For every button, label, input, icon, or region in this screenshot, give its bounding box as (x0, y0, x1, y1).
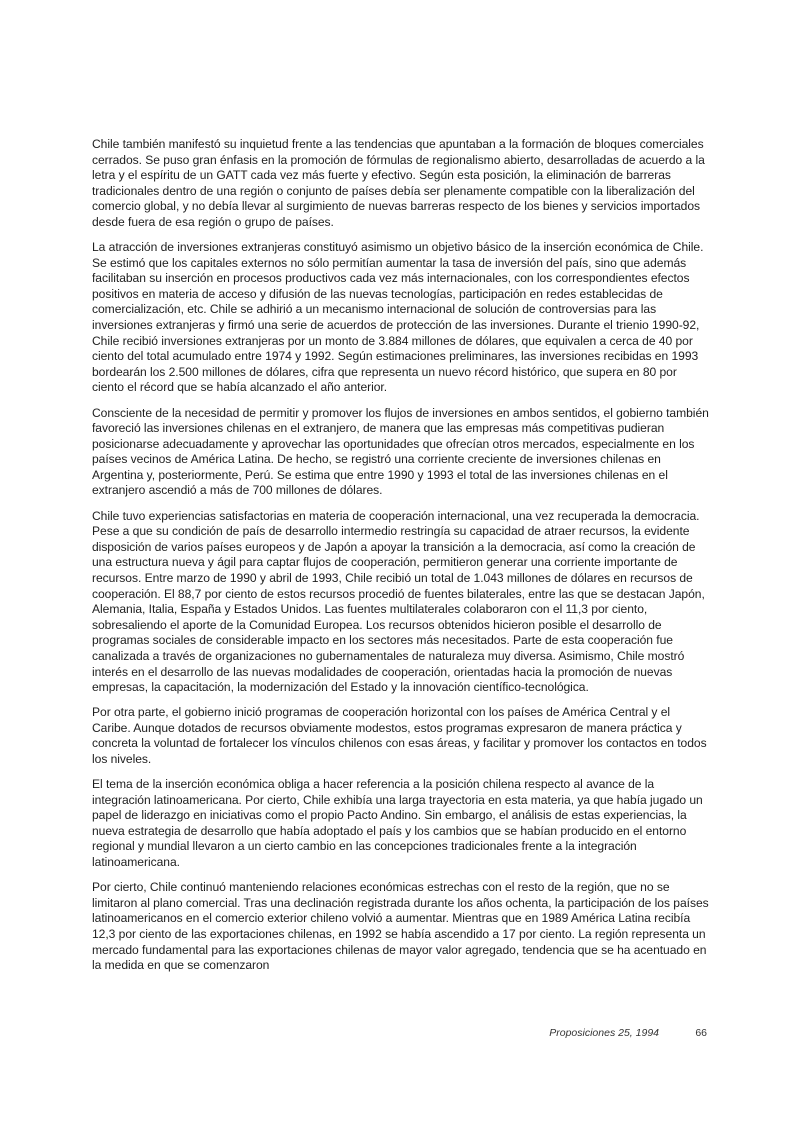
page-footer (0, 1027, 800, 1043)
paragraph-3: Consciente de la necesidad de permitir y promover los flujos de inversiones en ambos sentidos, el gobierno también favoreció las inversiones chilenas en el extranjero, de manera que las empresas más competitivas pudieran posicionarse adecuadamente y aprovechar las oportunidades que ofrecían otros mercados, especialmente en los países vecinos de América Latina. De hecho, se registró una corriente creciente de inversiones chilenas en Argentina y, posteriormente, Perú. Se estima que entre 1990 y 1993 el total de las inversiones chilenas en el extranjero ascendió a más de 700 millones de dólares. (92, 405, 709, 498)
paragraph-6: El tema de la inserción económica obliga a hacer referencia a la posición chilena respecto al avance de la integración latinoamericana. Por cierto, Chile exhibía una larga trayectoria en esta materia, ya que había jugado un papel de liderazgo en iniciativas como el propio Pacto Andino. Sin embargo, el análisis de estas experiencias, la nueva estrategia de desarrollo que había adoptado el país y los cambios que se habían producido en el entorno regional y mundial llevaron a un cierto cambio en las concepciones tradicionales frente a la integración latinoamericana. (92, 777, 703, 870)
paragraph-7: Por cierto, Chile continuó manteniendo relaciones económicas estrechas con el resto de la región, que no se limitaron al plano comercial. Tras una declinación registrada durante los años ochenta, la participación de los países latinoamericanos en el comercio exterior chileno volvió a aumentar. Mientras que en 1989 América Latina recibía 12,3 por ciento de las exportaciones chilenas, en 1992 se había ascendido a 17 por ciento. La región representa un mercado fundamental para las exportaciones chilenas de mayor valor agregado, tendencia que se ha acentuado en la medida en que se comenzaron (92, 880, 709, 973)
paragraph-4: Chile tuvo experiencias satisfactorias en materia de cooperación internacional, una vez recuperada la democracia. Pese a que su condición de país de desarrollo intermedio restringía su capacidad de atraer recursos, la evidente disposición de varios países europeos y de Japón a apoyar la transición a la democracia, así como la creación de una estructura nueva y ágil para captar flujos de cooperación, permitieron generar una corriente importante de recursos. Entre marzo de 1990 y abril de 1993, Chile recibió un total de 1.043 millones de dólares en recursos de cooperación. El 88,7 por ciento de estos recursos procedió de fuentes bilaterales, entre las que se destacan Japón, Alemania, Italia, España y Estados Unidos. Las fuentes multilaterales colaboraron con el 11,3 por ciento, sobresaliendo el aporte de la Comunidad Europea. Los recursos obtenidos hicieron posible el desarrollo de programas sociales de considerable impacto en los sectores más necesitados. Parte de esta cooperación fue canalizada a través de organizaciones no gubernamentales de naturaleza muy diversa. Asimismo, Chile mostró interés en el desarrollo de las nuevas modalidades de cooperación, orientadas hacia la promoción de nuevas empresas, la capacitación, la modernización del Estado y la innovación científico-tecnológica. (92, 508, 705, 695)
paragraph-1: Chile también manifestó su inquietud frente a las tendencias que apuntaban a la formación de bloques comerciales cerrados. Se puso gran énfasis en la promoción de fórmulas de regionalismo abierto, desarrolladas de acuerdo a la letra y el espíritu de un GATT cada vez más fuerte y efectivo. Según esta posición, la eliminación de barreras tradicionales dentro de una región o conjunto de países debía ser plenamente compatible con la liberalización del comercio global, y no debía llevar al surgimiento de nuevas barreras respecto de los bienes y servicios importados desde fuera de esa región o grupo de países. (92, 137, 705, 229)
document-body (92, 137, 710, 983)
paragraph-2: La atracción de inversiones extranjeras constituyó asimismo un objetivo básico de la inserción económica de Chile. Se estimó que los capitales externos no sólo permitían aumentar la tasa de inversión del país, sino que además facilitaban su inserción en procesos productivos cada vez más internacionales, con los correspondientes efectos positivos en materia de acceso y difusión de las nuevas tecnologías, participación en redes establecidas de comercialización, etc. Chile se adhirió a un mecanismo internacional de solución de controversias para las inversiones extranjeras y firmó una serie de acuerdos de protección de las inversiones. Durante el trienio 1990-92, Chile recibió inversiones extranjeras por un monto de 3.884 millones de dólares, que equivalen a cerca de 40 por ciento del total acumulado entre 1974 y 1992. Según estimaciones preliminares, las inversiones recibidas en 1993 bordearán los 2.500 millones de dólares, cifra que representa un nuevo récord histórico, que supera en 80 por ciento el récord que se había alcanzado el año anterior. (92, 240, 704, 395)
footer-source: Proposiciones 25, 1994 (549, 1027, 659, 1039)
page-number: 66 (695, 1027, 707, 1039)
paragraph-5: Por otra parte, el gobierno inició programas de cooperación horizontal con los países de América Central y el Caribe. Aunque dotados de recursos obviamente modestos, estos programas expresaron de manera práctica y concreta la voluntad de fortalecer los vínculos chilenos con esas áreas, y facilitar y promover los contactos en todos los niveles. (92, 705, 707, 766)
